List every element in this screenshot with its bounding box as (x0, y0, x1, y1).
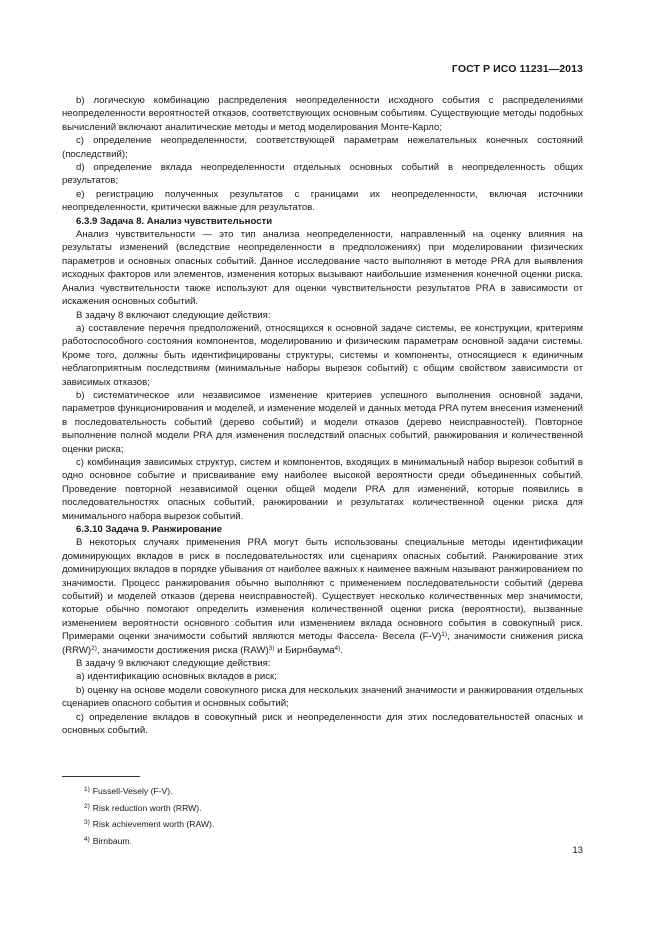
paragraph-c: c) определение неопределенности, соответствующей параметрам нежелательных конечных состояний (последствий); (62, 135, 583, 160)
paragraph-task8-b: b) систематическое или независимое изменение критериев успешного выполнения основной задачи, параметров функционирования и моделей, и изменение моделей и данных метода PRA путем внесения изменений в последовательность событий (дерево событий) и модели отказов (дерево неисправностей). Повторное выполнение полной модели PRA для изменения последствий опасных событий, ранжирования и количественной оценки риска; (62, 389, 583, 455)
paragraph-d: d) определение вклада неопределенности отдельных основных событий в неопределенность общих результатов; (62, 162, 583, 187)
page-number: 13 (572, 845, 583, 856)
footnote-4 (84, 833, 214, 850)
footnote-text-3: Risk achievement worth (RAW). (92, 819, 215, 830)
document-body (62, 94, 583, 738)
footnote-mark-4: 4) (84, 835, 90, 843)
footnote-ref-3: 3) (268, 644, 275, 652)
section-heading-6-3-9: 6.3.9 Задача 8. Анализ чувствительности (76, 215, 273, 227)
paragraph-task9-c: c) определение вкладов в совокупный риск и неопределенности для этих последовательностей опасных и основных событий. (62, 711, 583, 737)
section-heading-6-3-10: 6.3.10 Задача 9. Ранжирование (76, 524, 223, 535)
standard-header: ГОСТ Р ИСО 11231—2013 (451, 63, 583, 75)
paragraph-task8-c: c) комбинация зависимых структур, систем и компонентов, входящих в минимальный набор вырезок событий в одно основное событие и присваивание ему наиболее высокой вероятности среди объединенных событий. Проведение повторной независимой оценки общей модели PRA для изменений, которые появились в последовательностях опасных событий, ранжировании и результатах количественной оценки риска для минимального набора вырезок событий. (62, 456, 583, 522)
ranking-text-2: , значимости снижения риска (RRW) (62, 631, 584, 656)
paragraph-task8-intro: В задачу 8 включают следующие действия: (76, 309, 271, 321)
footnote-3 (84, 816, 214, 833)
footnote-ref-1: 1) (441, 631, 448, 639)
footnote-ref-4: 4) (334, 644, 341, 652)
footnote-mark-2: 2) (84, 802, 90, 810)
footnote-text-1: Fussell-Vesely (F-V). (92, 786, 173, 796)
footnote-text-4: Birnbaum. (92, 835, 132, 846)
paragraph-task9-b: b) оценку на основе модели совокупного риска для нескольких значений значимости и ранжирования отдельных сценариев опасного события и основных событий; (62, 684, 583, 710)
paragraph-task9-intro: В задачу 9 включают следующие действия: (76, 658, 271, 670)
paragraph-e: e) регистрацию полученных результатов с границами их неопределенности, включая источники неопределенности, критически важные для результатов. (62, 188, 583, 214)
paragraph-ranking (62, 536, 583, 657)
footnote-divider (62, 776, 140, 777)
footnote-mark-3: 3) (84, 819, 90, 827)
paragraph-task9-a: a) идентификацию основных вкладов в риск; (76, 671, 277, 683)
ranking-text-5: . (340, 644, 343, 656)
footnote-2 (84, 800, 214, 817)
footnote-mark-1: 1) (84, 786, 90, 793)
ranking-text-1: В некоторых случаях применения PRA могут быть использованы специальные методы идентификации доминирующих вкладов в риск в последовательностях или сценариях опасных событий. Ранжирование этих доминирующих вкладов в порядке убывания от наиболее важных к наименее важным называют ранжированием по значимости. Процесс ранжирования обычно выполняют с применением последовательности событий (дерева событий) и моделей отказов (дерева неисправностей). Существует несколько количественных мер значимости, которые обычно помогают определить изменения количественной оценки риска (вероятности), вызванные изменением вероятности основного события или изменением вклада основного события в совокупный риск. Примерами оценки значимости событий являются методы Фассела- Весела (F-V) (62, 537, 583, 643)
ranking-text-4: и Бирнбаума (274, 644, 335, 656)
paragraph-b: b) логическую комбинацию распределения неопределенности исходного события с распределениями неопределенности вероятностей отказов, соответствующих основным событиям. Существующие методы подобных вычислений включают аналитические методы и метод моделирования Монте-Карло; (62, 95, 583, 133)
ranking-text-3: , значимости достижения риска (RAW) (96, 644, 269, 656)
footnote-1 (84, 783, 214, 800)
footnote-ref-2: 2) (91, 644, 97, 652)
paragraph-task8-a: a) составление перечня предположений, относящихся к основной задаче системы, ее конструкции, критериям работоспособного состояния компонентов, моделированию и физическим параметрам основной задачи системы. Кроме того, должны быть идентифицированы структуры, системы и компоненты, относящиеся к единичным неблагоприятным последствиям (минимальные наборы вырезок событий) с общим свойством зависимости от зависимых отказов; (62, 322, 583, 388)
paragraph-sensitivity: Анализ чувствительности — это тип анализа неопределенности, направленный на оценку влияния на результаты изменений (вследствие неопределенности в предположениях) при моделировании физических параметров и основных опасных событий. Данное исследование часто выполняют в методе PRA для выявления исходных факторов или элементов, изменения которых вызывают наибольшие изменения конечной оценки риска. Анализ чувствительности также используют для оценки чувствительности результатов PRA в зависимости от искажения основных событий. (62, 229, 583, 308)
footnotes (84, 783, 214, 849)
footnote-text-2: Risk reduction worth (RRW). (92, 802, 202, 813)
